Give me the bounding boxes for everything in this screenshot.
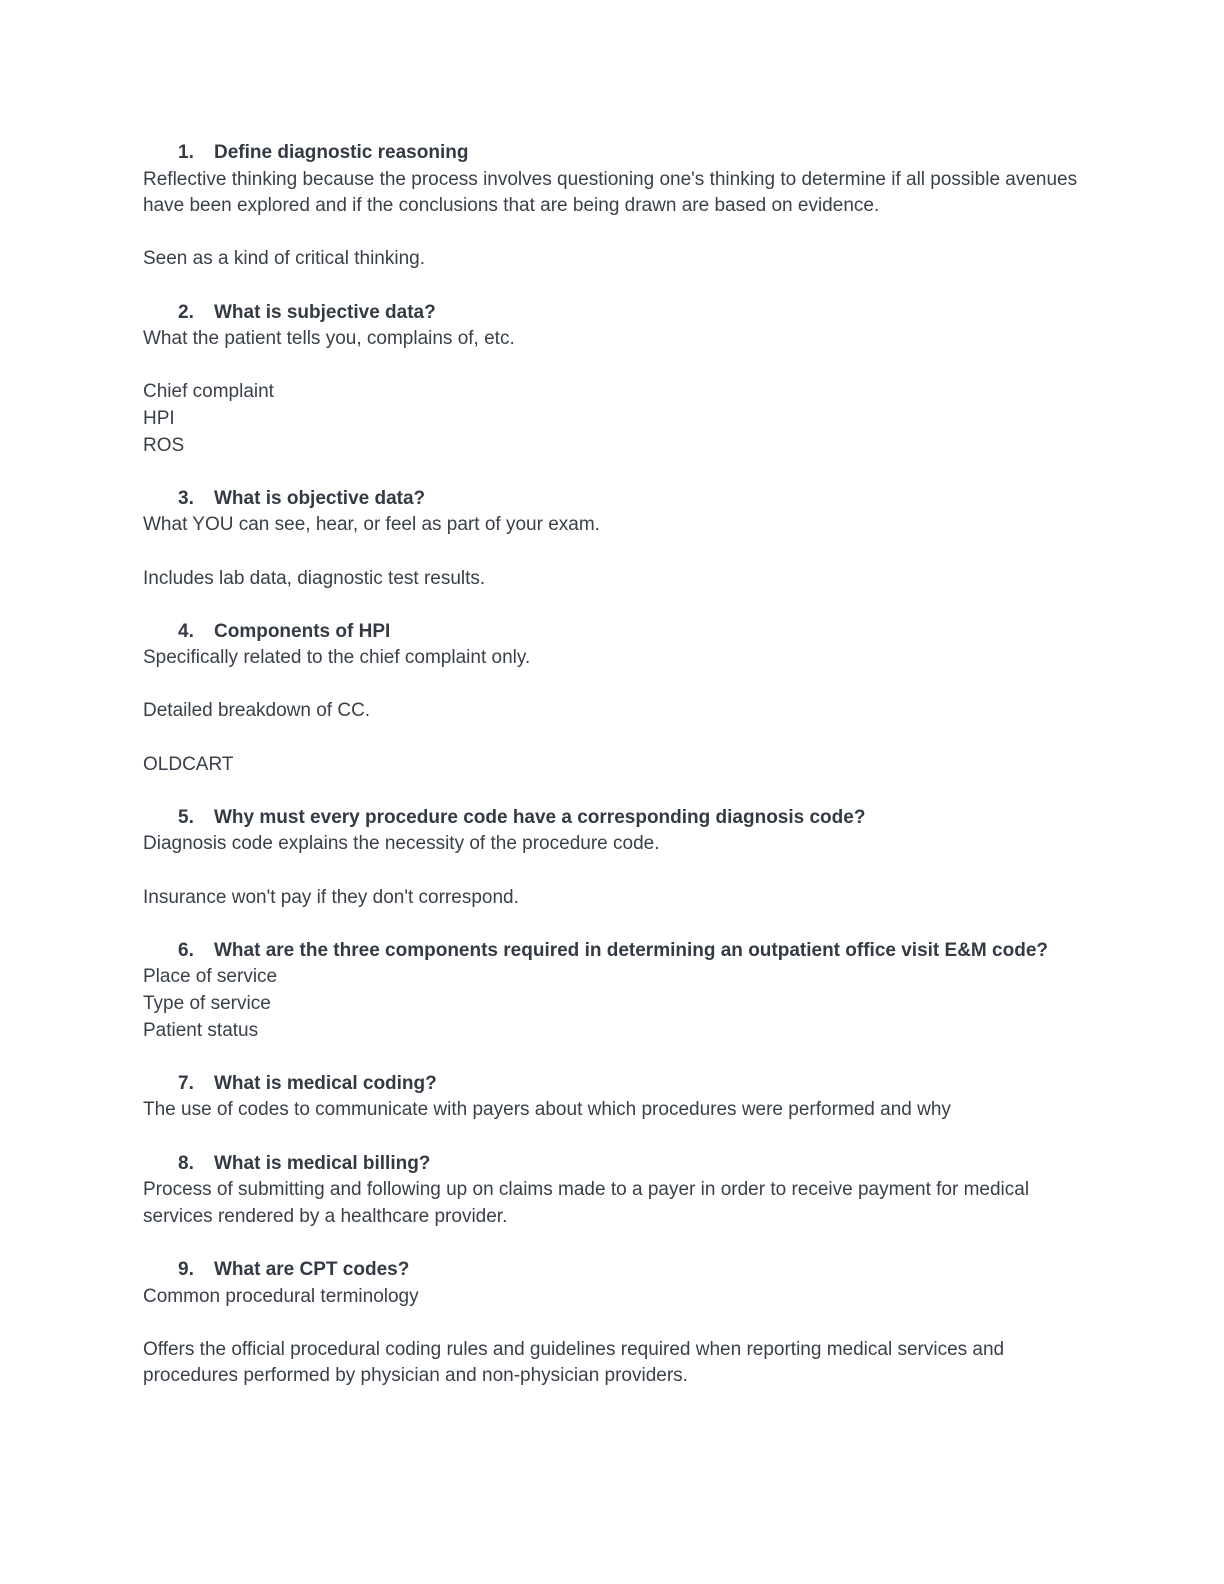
question-heading	[143, 938, 1083, 965]
answer-paragraph	[143, 885, 1083, 912]
question-block	[143, 300, 1083, 460]
question-block	[143, 619, 1083, 779]
question-title: Define diagnostic reasoning	[214, 142, 469, 163]
question-number: 8.	[178, 1152, 194, 1174]
answer-line: Detailed breakdown of CC.	[143, 700, 371, 722]
answer-paragraph	[143, 1097, 1083, 1124]
answer-paragraph	[143, 1177, 1083, 1230]
question-heading	[143, 486, 1083, 513]
answer-line: Diagnosis code explains the necessity of the procedure code.	[143, 833, 660, 855]
question-heading	[143, 1071, 1083, 1098]
answer-line: OLDCART	[143, 753, 234, 775]
question-number: 4.	[178, 620, 194, 642]
question-heading	[143, 619, 1083, 646]
question-block	[143, 486, 1083, 592]
question-heading	[143, 140, 1083, 167]
answer-paragraph	[143, 698, 1083, 725]
answer-paragraph	[143, 246, 1083, 273]
question-number: 1.	[178, 142, 194, 163]
question-title: What is medical coding?	[214, 1072, 437, 1094]
question-block	[143, 1257, 1083, 1390]
question-title: Why must every procedure code have a corresponding diagnosis code?	[214, 806, 866, 828]
question-heading	[143, 1151, 1083, 1178]
answer-line: Process of submitting and following up on claims made to a payer in order to receive payment for medical services rendered by a healthcare provider.	[143, 1179, 1030, 1227]
answer-line: ROS	[143, 434, 185, 456]
question-heading	[143, 805, 1083, 832]
answer-paragraph	[143, 566, 1083, 593]
answer-paragraph	[143, 326, 1083, 353]
answer-line: Chief complaint	[143, 381, 274, 403]
answer-paragraph	[143, 831, 1083, 858]
answer-paragraph	[143, 167, 1083, 220]
question-title: What is objective data?	[214, 487, 426, 509]
question-title: What are CPT codes?	[214, 1258, 410, 1280]
question-number: 9.	[178, 1258, 194, 1280]
answer-line: Specifically related to the chief complaint only.	[143, 647, 531, 669]
answer-paragraph	[143, 645, 1083, 672]
question-number: 6.	[178, 939, 194, 961]
answer-line: What the patient tells you, complains of, etc.	[143, 328, 515, 350]
answer-line: Offers the official procedural coding rules and guidelines required when reporting medical services and procedures performed by physician and non-physician providers.	[143, 1338, 1005, 1387]
question-block	[143, 805, 1083, 911]
answer-line: Patient status	[143, 1019, 259, 1041]
question-number: 3.	[178, 487, 194, 509]
question-number: 2.	[178, 301, 194, 323]
answer-line: Type of service	[143, 993, 271, 1014]
document-page	[143, 140, 1083, 1390]
answer-paragraph	[143, 964, 1083, 1044]
question-block	[143, 1071, 1083, 1124]
answer-paragraph	[143, 1284, 1083, 1311]
question-number: 5.	[178, 806, 194, 828]
answer-line: Includes lab data, diagnostic test results.	[143, 567, 486, 589]
question-block	[143, 1151, 1083, 1231]
answer-line: The use of codes to communicate with payers about which procedures were performed and why	[143, 1099, 951, 1121]
question-title: What is medical billing?	[214, 1152, 431, 1174]
answer-paragraph	[143, 1337, 1083, 1390]
answer-paragraph	[143, 379, 1083, 459]
answer-paragraph	[143, 512, 1083, 539]
answer-line: Insurance won't pay if they don't correspond.	[143, 886, 519, 908]
question-title: Components of HPI	[214, 620, 391, 642]
question-heading	[143, 300, 1083, 327]
question-block	[143, 140, 1083, 273]
answer-line: Place of service	[143, 966, 278, 988]
question-block	[143, 938, 1083, 1044]
answer-paragraph	[143, 752, 1083, 779]
question-title: What is subjective data?	[214, 301, 436, 323]
question-heading	[143, 1257, 1083, 1284]
answer-line: What YOU can see, hear, or feel as part of your exam.	[143, 514, 600, 536]
answer-line: HPI	[143, 407, 175, 429]
answer-line: Seen as a kind of critical thinking.	[143, 248, 425, 270]
question-number: 7.	[178, 1072, 194, 1094]
answer-line: Reflective thinking because the process involves questioning one's thinking to determine if all possible avenues have been explored and if the conclusions that are being drawn are based on evidence.	[143, 168, 1078, 217]
answer-line: Common procedural terminology	[143, 1285, 419, 1307]
question-title: What are the three components required in determining an outpatient office visit E&M code?	[214, 939, 1048, 961]
